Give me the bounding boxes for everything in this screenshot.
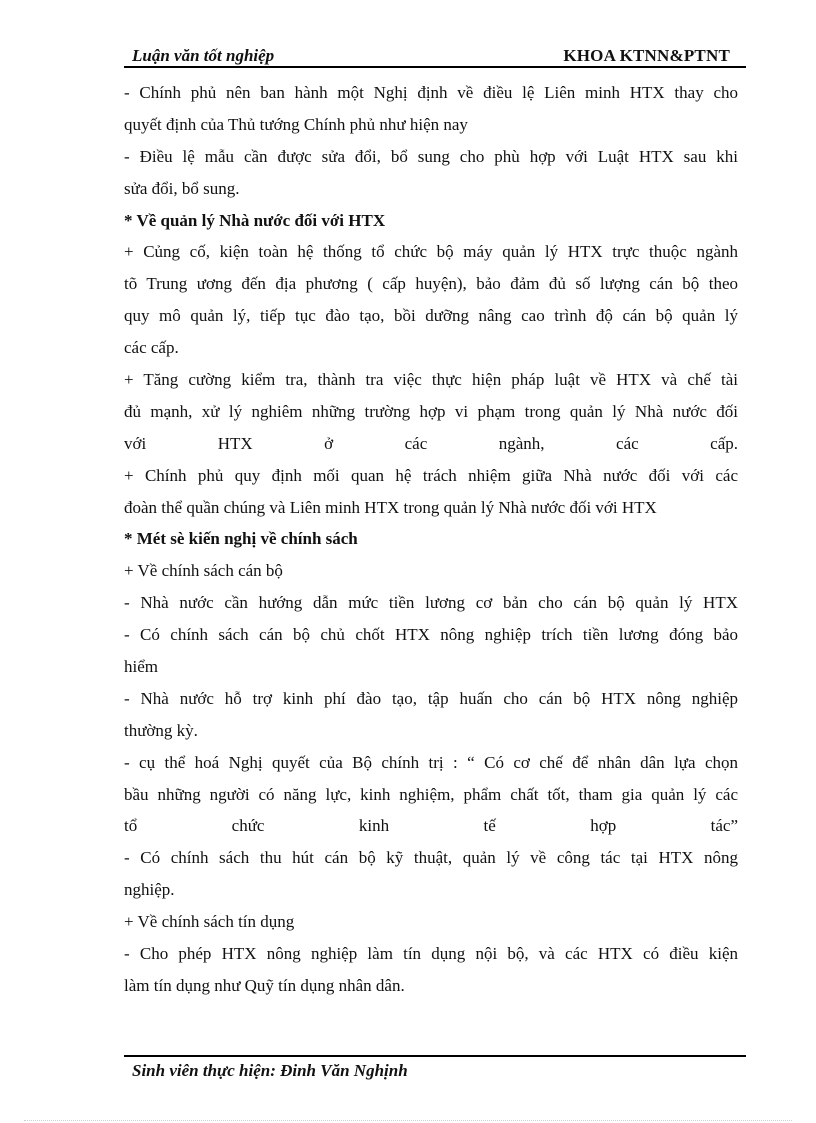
body-line: + Tăng cường kiểm tra, thành tra việc thực hiện pháp luật về HTX và chế tài bbox=[124, 370, 738, 390]
body-line: nghiệp. bbox=[124, 880, 175, 900]
body-line: + Về chính sách tín dụng bbox=[124, 912, 295, 932]
page-bottom-divider bbox=[24, 1120, 792, 1121]
body-line: quy mô quản lý, tiếp tục đào tạo, bồi dưỡng nâng cao trình độ cán bộ quản lý bbox=[124, 306, 738, 326]
document-body bbox=[124, 79, 738, 1004]
body-line: - Điều lệ mẫu cần được sửa đổi, bổ sung cho phù hợp với Luật HTX sau khi bbox=[124, 146, 738, 166]
section-heading: * Mét sè kiến nghị về chính sách bbox=[124, 529, 358, 549]
body-line: - Có chính sách thu hút cán bộ kỹ thuật, quản lý về công tác tại HTX nông bbox=[124, 848, 738, 868]
body-line: bầu những người có năng lực, kinh nghiệm, phẩm chất tốt, tham gia quản lý các bbox=[124, 784, 738, 804]
body-line: - Cho phép HTX nông nghiệp làm tín dụng nội bộ, và các HTX có điều kiện bbox=[124, 944, 738, 964]
body-line: quyết định của Thủ tướng Chính phủ như hiện nay bbox=[124, 114, 468, 134]
body-line: thường kỳ. bbox=[124, 720, 198, 740]
page-footer bbox=[124, 1055, 746, 1087]
footer-author-label: Sinh viên thực hiện: Đinh Văn Nghịnh bbox=[132, 1061, 408, 1080]
body-line: tõ Trung ương đến địa phương ( cấp huyện), bảo đảm đủ số lượng cán bộ theo bbox=[124, 274, 738, 294]
body-line: - cụ thể hoá Nghị quyết của Bộ chính trị : “ Có cơ chế để nhân dân lựa chọn bbox=[124, 752, 738, 772]
body-line: làm tín dụng như Quỹ tín dụng nhân dân. bbox=[124, 975, 405, 995]
section-heading: * Về quản lý Nhà nước đối với HTX bbox=[124, 210, 386, 230]
body-line: - Nhà nước cần hướng dẫn mức tiền lương cơ bản cho cán bộ quản lý HTX bbox=[124, 593, 738, 613]
header-faculty-label: KHOA KTNN&PTNT bbox=[563, 46, 730, 65]
body-line: + Chính phủ quy định mối quan hệ trách nhiệm giữa Nhà nước đối với các bbox=[124, 465, 738, 485]
body-line: các cấp. bbox=[124, 338, 179, 358]
body-line: - Có chính sách cán bộ chủ chốt HTX nông nghiệp trích tiền lương đóng bảo bbox=[124, 625, 738, 645]
header-thesis-label: Luận văn tốt nghiệp bbox=[132, 46, 275, 65]
body-line: + Củng cố, kiện toàn hệ thống tổ chức bộ máy quản lý HTX trực thuộc ngành bbox=[124, 242, 738, 262]
body-line: hiểm bbox=[124, 657, 158, 677]
body-line: - Chính phủ nên ban hành một Nghị định về điều lệ Liên minh HTX thay cho bbox=[124, 83, 738, 102]
body-line: sửa đổi, bổ sung. bbox=[124, 178, 240, 198]
body-line: đủ mạnh, xử lý nghiêm những trường hợp vi phạm trong quản lý Nhà nước đối bbox=[124, 401, 738, 421]
body-line: với HTX ở các ngành, các cấp. bbox=[124, 433, 738, 453]
body-line: tổ chức kinh tế hợp tác” bbox=[124, 816, 738, 836]
body-line: đoàn thể quần chúng và Liên minh HTX trong quản lý Nhà nước đối với HTX bbox=[124, 497, 657, 517]
page-header bbox=[124, 44, 746, 68]
body-line: - Nhà nước hỗ trợ kinh phí đào tạo, tập huấn cho cán bộ HTX nông nghiệp bbox=[124, 688, 738, 708]
body-line: + Về chính sách cán bộ bbox=[124, 561, 283, 581]
